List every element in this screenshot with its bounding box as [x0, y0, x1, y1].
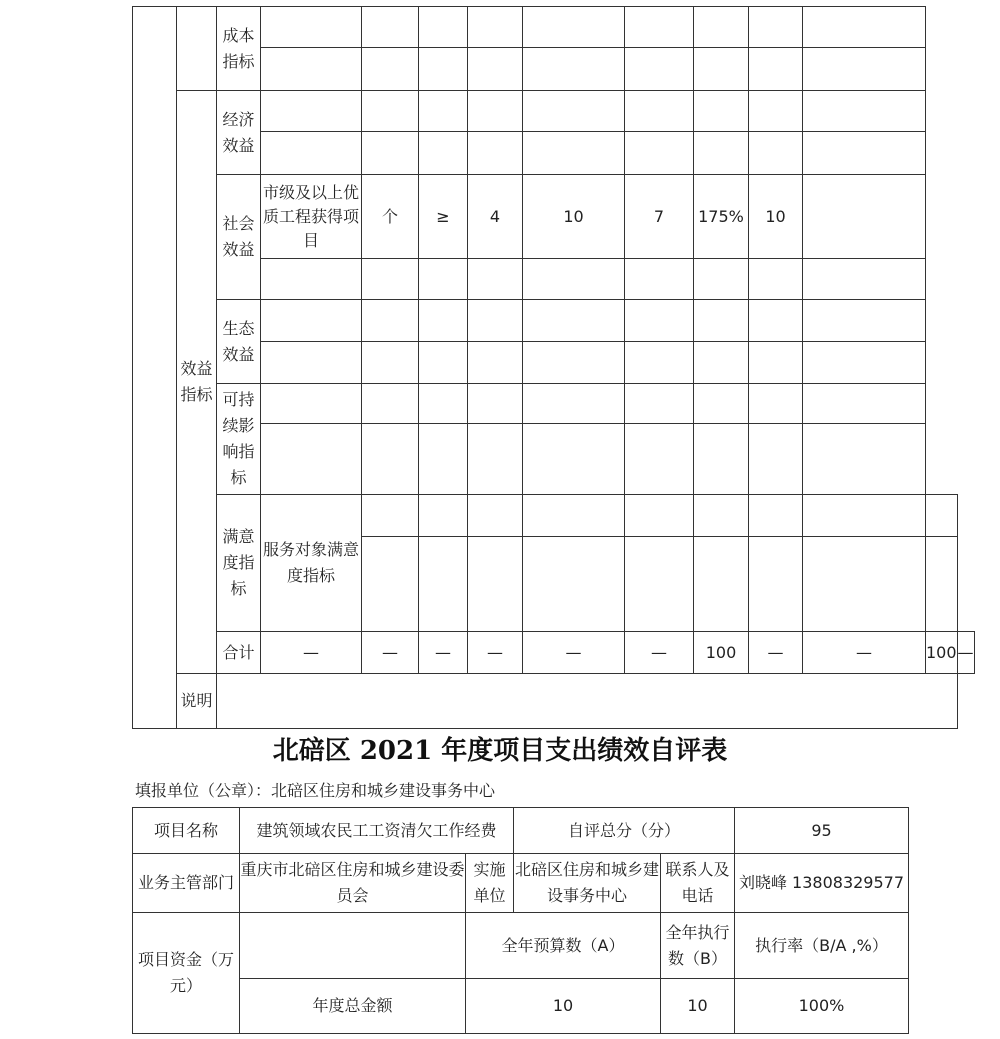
- weight-cell: 10: [523, 175, 625, 259]
- level2-blank-cell: [177, 7, 217, 91]
- economic-benefit-label: 经济效益: [217, 91, 261, 175]
- note-label: 说明: [177, 674, 217, 729]
- cost-indicator-label: 成本指标: [217, 7, 261, 91]
- rate-header: 执行率（B/A ,%）: [735, 913, 909, 979]
- dash-cell: —: [362, 632, 419, 674]
- rate-value: 100%: [735, 979, 909, 1034]
- impl-label: 实施单位: [466, 854, 514, 913]
- fund-blank-cell: [240, 913, 466, 979]
- total-score-cell: 100: [926, 632, 958, 674]
- score-cell: 10: [749, 175, 803, 259]
- self-evaluation-table: [132, 807, 909, 1034]
- dash-cell: —: [261, 632, 362, 674]
- level1-blank-cell: [133, 7, 177, 729]
- ecology-benefit-label: 生态效益: [217, 300, 261, 384]
- dash-cell: —: [749, 632, 803, 674]
- actual-cell: 7: [625, 175, 694, 259]
- unit-cell: 个: [362, 175, 419, 259]
- dash-cell: —: [957, 632, 974, 674]
- self-score-value: 95: [735, 808, 909, 854]
- dash-cell: —: [803, 632, 926, 674]
- budget-header: 全年预算数（A）: [466, 913, 661, 979]
- sustainability-label: 可持续影响指标: [217, 384, 261, 495]
- dash-cell: —: [625, 632, 694, 674]
- exec-value: 10: [661, 979, 735, 1034]
- impl-value: 北碚区住房和城乡建设事务中心: [514, 854, 661, 913]
- total-weight-cell: 100: [694, 632, 749, 674]
- exec-header: 全年执行数（B）: [661, 913, 735, 979]
- annual-total-label: 年度总金额: [240, 979, 466, 1034]
- dash-cell: —: [523, 632, 625, 674]
- note-cell: [217, 674, 958, 729]
- dash-cell: —: [419, 632, 468, 674]
- project-name-value: 建筑领域农民工工资清欠工作经费: [240, 808, 514, 854]
- indicator-name-cell: 市级及以上优质工程获得项目: [261, 175, 362, 259]
- service-satisfaction-label: 服务对象满意度指标: [261, 495, 362, 632]
- target-cell: 4: [468, 175, 523, 259]
- dash-cell: —: [468, 632, 523, 674]
- page-title: 北碚区 2021 年度项目支出绩效自评表: [272, 736, 728, 766]
- contact-label: 联系人及电话: [661, 854, 735, 913]
- benefit-indicator-label: 效益指标: [177, 91, 217, 674]
- total-label: 合计: [217, 632, 261, 674]
- operator-cell: ≥: [419, 175, 468, 259]
- contact-value: 刘晓峰 13808329577: [735, 854, 909, 913]
- indicator-table: [132, 6, 975, 729]
- filler-unit: 填报单位（公章）：北碚区住房和城乡建设事务中心: [135, 781, 496, 800]
- rate-cell: 175%: [694, 175, 749, 259]
- self-score-label: 自评总分（分）: [514, 808, 735, 854]
- dept-label: 业务主管部门: [133, 854, 240, 913]
- social-benefit-label: 社会效益: [217, 175, 261, 300]
- fund-label: 项目资金（万元）: [133, 913, 240, 1034]
- project-name-label: 项目名称: [133, 808, 240, 854]
- satisfaction-indicator-label: 满意度指标: [217, 495, 261, 632]
- budget-value: 10: [466, 979, 661, 1034]
- dept-value: 重庆市北碚区住房和城乡建设委员会: [240, 854, 466, 913]
